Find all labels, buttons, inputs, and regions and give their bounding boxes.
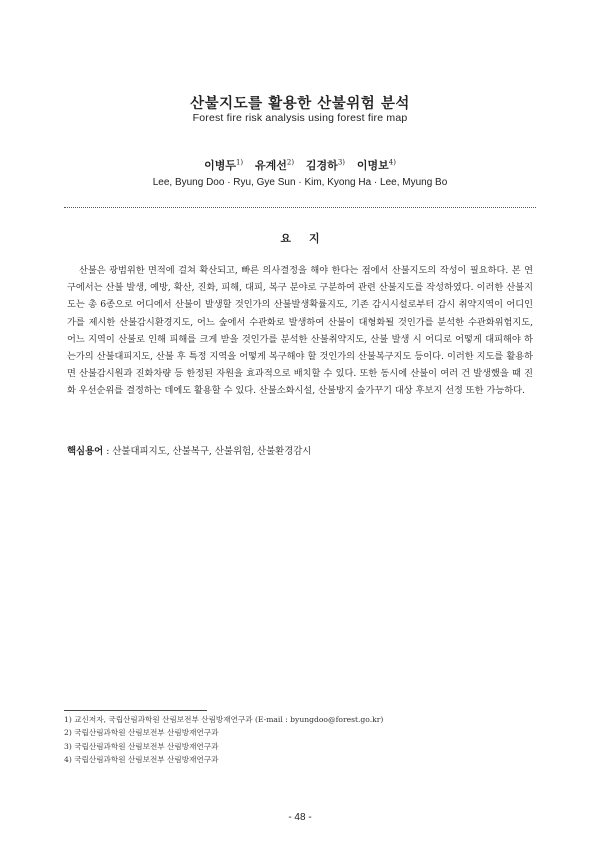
author [255,159,294,172]
footnote: 1) 교신저자, 국립산림과학원 산림보전부 산림방재연구과 (E-mail : byungdoo@forest.go.kr) [64,715,384,724]
keywords-label: 핵심용어 [67,445,104,456]
footnote: 3) 국립산림과학원 산림보전부 산림방재연구과 [64,741,219,751]
author-name: 유계선 [255,159,287,172]
dotted-divider [64,207,536,208]
author-footnote-mark: 3) [337,158,345,167]
author-footnote-mark: 1) [235,158,244,167]
paper-title: 산불지도를 활용한 산불위험 분석 [190,95,410,112]
author [357,159,396,172]
author-name: 김경하 [305,159,338,172]
author-name: 이병두 [204,159,236,172]
author [204,159,243,172]
author-name: 이명보 [356,159,389,172]
author-list [0,157,600,173]
keywords-separator: : [103,446,113,457]
author-footnote-mark: 2) [286,158,295,167]
page-number: - 48 - [288,812,312,823]
keywords-line [67,443,533,457]
footnotes [64,713,544,767]
author-list-english: Lee, Byung Doo · Ryu, Gye Sun · Kim, Kyong Ha · Lee, Myung Bo [152,177,448,188]
footnote: 2) 국립산림과학원 산림보전부 산림방재연구과 [64,728,219,738]
paper-subtitle-english: Forest fire risk analysis using forest fire map [192,112,408,124]
author [306,159,345,172]
footnote-rule [64,710,207,711]
abstract-body: 산불은 광범위한 면적에 걸쳐 확산되고, 빠른 의사결정을 해야 한다는 점에서 산불지도의 작성이 필요하다. 본 연구에서는 산불 발생, 예방, 확산, 진화, 피해, 대피, 복구 분야로 구분하여 관련 산불지도를 작성하였다. 이러한 산불지도는 총 6종으로 어디에서 산불이 발생할 것인가의 산불발생확률지도, 기존 감시시설로부터 감시 취약지역이 어디인가를 제시한 산불감시환경지도, 어느 숲에서 수관화로 발생하여 산불이 대형화될 것인가를 분석한 수관화위험지도, 어느 지역이 산불로 인해 피해를 크게 받을 것인가를 분석한 산불취약지도, 산불 발생 시 어디로 어떻게 대피해야 하는가의 산불대피지도, 산불 후 특정 지역을 어떻게 복구해야 할 것인가의 산불복구지도 등이다. 이러한 지도를 활용하면 산불감시원과 진화차량 등 한정된 자원을 효과적으로 배치할 수 있다. 또한 동시에 산불이 여러 건 발생했을 때 진화 우선순위를 결정하는 데에도 활용할 수 있다. 산불소화시설, 산불방지 숲가꾸기 대상 후보지 선정 또한 가능하다. [67,265,533,397]
author-footnote-mark: 4) [388,158,396,167]
footnote: 4) 국립산림과학원 산림보전부 산림방재연구과 [64,755,219,765]
keywords-text: 산불대피지도, 산불복구, 산불위험, 산불환경감시 [112,446,312,457]
abstract-heading: 요지 [280,232,338,245]
